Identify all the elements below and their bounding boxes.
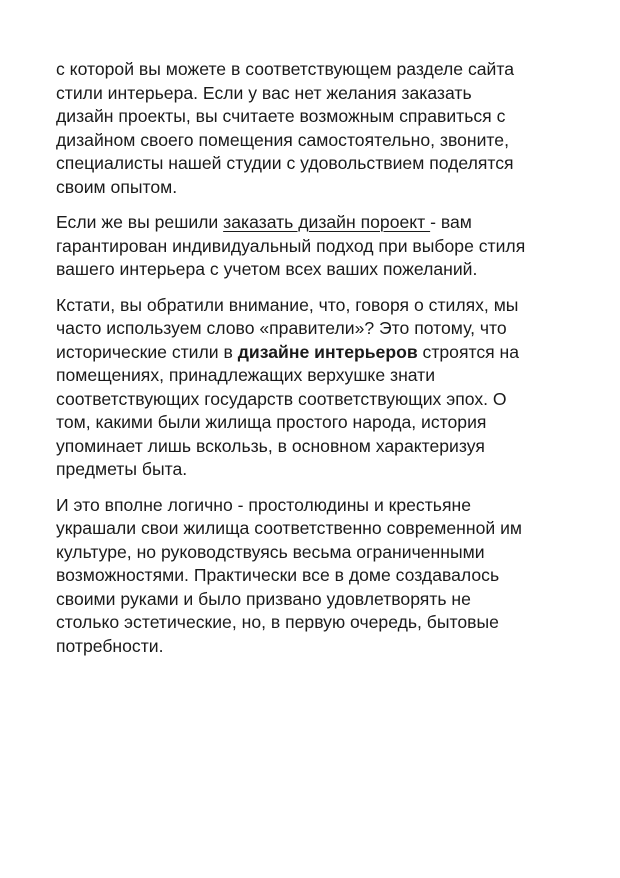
text-line: с которой вы можете в соответствующем разделе сайта [56, 59, 515, 79]
text-line: вашего интерьера с учетом всех ваших пожеланий. [56, 259, 478, 279]
text-line [56, 211, 591, 235]
text-line: предметы быта. [56, 459, 188, 479]
paragraph-3 [56, 294, 591, 482]
order-design-link[interactable]: заказать дизайн пороект [223, 212, 431, 232]
text-line: гарантирован индивидуальный подход при выборе стиля [56, 235, 526, 256]
text-line: потребности. [56, 635, 164, 656]
text-line [56, 341, 591, 365]
text-line: культуре, но руководствуясь весьма ограниченными [56, 541, 485, 562]
text-segment: строятся на [417, 341, 520, 362]
text-line: дизайном своего помещения самостоятельно, звоните, [56, 129, 509, 150]
text-line: специалисты нашей студии с удовольствием поделятся [56, 153, 514, 173]
text-line: возможностями. Практически все в доме создавалось [56, 565, 500, 585]
text-line: столько эстетические, но, в первую очередь, бытовые [56, 612, 499, 632]
paragraph-2 [56, 211, 591, 282]
text-segment: исторические стили в [56, 341, 238, 362]
text-line: И это вполне логично - простолюдины и крестьяне [56, 494, 471, 515]
paragraph-1 [56, 58, 591, 199]
text-line: своим опытом. [56, 176, 178, 197]
text-line: упоминает лишь вскользь, в основном характеризуя [56, 435, 485, 456]
text-line: дизайн проекты, вы считаете возможным справиться с [56, 106, 506, 126]
text-line: соответствующих государств соответствующих эпох. О [56, 388, 507, 409]
text-line: своими руками и было призвано удовлетворять не [56, 588, 471, 609]
text-line: стили интерьера. Если у вас нет желания заказать [56, 82, 472, 103]
text-line: том, какими были жилища простого народа, история [56, 412, 487, 432]
text-line: часто используем слово «правители»? Это потому, что [56, 318, 507, 338]
text-line: помещениях, принадлежащих верхушке знати [56, 365, 436, 385]
text-segment: Если же вы решили [56, 212, 224, 232]
bold-keyword: дизайне интерьеров [237, 341, 418, 362]
text-line: Кстати, вы обратили внимание, что, говоря о стилях, мы [56, 294, 519, 315]
text-segment: - вам [430, 212, 472, 232]
article-text [56, 58, 591, 670]
paragraph-4 [56, 494, 591, 659]
text-line: украшали свои жилища соответственно современной им [56, 518, 523, 538]
